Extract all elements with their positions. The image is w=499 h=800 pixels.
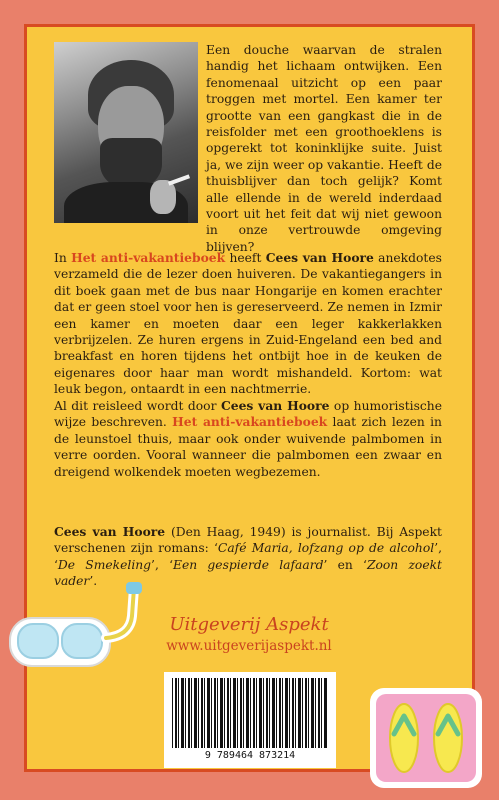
author-name: Cees van Hoore	[265, 250, 374, 265]
author-name: Cees van Hoore	[54, 524, 166, 539]
publisher-logo: Uitgeverij Aspekt	[169, 614, 329, 635]
snorkel-mask-sticker-icon	[2, 580, 152, 675]
book-title: Het anti-vakantieboek	[71, 250, 226, 265]
publisher-website: www.uitgeverijaspekt.nl	[166, 638, 332, 654]
barcode-bars	[172, 678, 328, 748]
book-title: Het anti-vakantieboek	[172, 414, 328, 430]
author-bio: Cees van Hoore (Den Haag, 1949) is journalist. Bij Aspekt verschenen zijn romans: ‘Café Maria, lofzang op de alcohol’, ‘De Smekeling’, ‘Een gespierde lafaard’ en ‘Zoon zoekt vader’.	[54, 524, 443, 589]
blurb-paragraph-3: Al dit reisleed wordt door Cees van Hoore op humoristische wijze beschreven. Het anti-vakantieboek laat zich lezen in de leunstoel thuis, maar ook onder wuivende palmbomen in verre oorden. Vooral wanneer die palmbomen een zwaar en dreigend wolkendek moeten wegbezemen.	[54, 398, 442, 479]
blurb-paragraph-1: Een douche waarvan de stralen handig het lichaam ontwijken. Een fenomenaal uitzicht op een paar troggen met mortel. Een kamer ter grootte van een gangkast die in de reisfolder met een groothoeklens is opgerekt tot koninklijke suite. Juist ja, we zijn weer op vakantie. Heeft de thuisblijver dan toch gelijk? Komt alle ellende in de wereld inderdaad voort uit het feit dat wij niet gewoon in onze vertrouwde omgeving blijven?	[206, 43, 442, 254]
blurb-paragraph-2: In Het anti-vakantieboek heeft Cees van Hoore anekdotes verzameld die de lezer doen huiveren. De vakantiegangers in dit boek gaan met de bus naar Hongarije en komen erachter dat er geen stoel voor hen is gereserveerd. Ze nemen in Izmir een kamer en moeten daar een leger kakkerlakken verbrijzelen. Ze huren ergens in Zuid-Engeland een bed and breakfast en horen tijdens het ontbijt hoe in de keuken de eigenares door haar man wordt mishandeld. Kortom: wat leuk begon, ontaardt in een nachtmerrie.	[54, 250, 442, 397]
author-photo	[54, 42, 198, 223]
isbn-number: 9 789464 873214	[204, 750, 296, 761]
flip-flops-sticker-icon	[366, 682, 486, 792]
barcode	[164, 672, 336, 768]
author-name: Cees van Hoore	[220, 398, 330, 413]
